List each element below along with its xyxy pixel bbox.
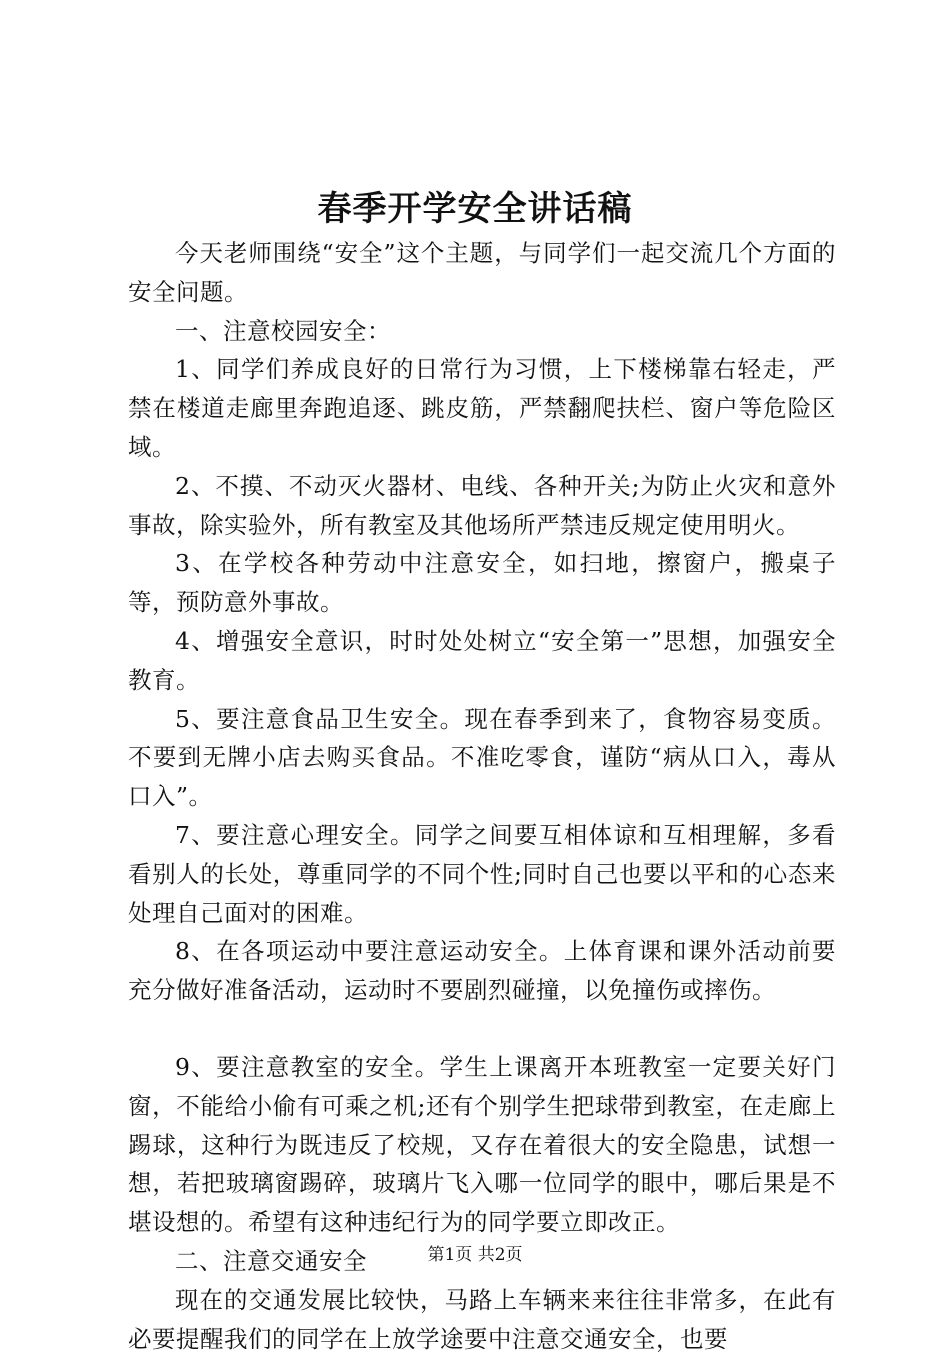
paragraph-item-3: 3、在学校各种劳动中注意安全，如扫地，擦窗户，搬桌子等，预防意外事故。 <box>128 549 836 617</box>
paragraph-item-9: 9、要注意教室的安全。学生上课离开本班教室一定要关好门窗，不能给小偷有可乘之机;还有个别学生把球带到教室，在走廊上踢球，这种行为既违反了校规，又存在着很大的安全隐患，试想一想，若把玻璃窗踢碎，玻璃片飞入哪一位同学的眼中，哪后果是不堪设想的。希望有这种违纪行为的同学要立即改正。 <box>128 1052 836 1237</box>
paragraph-item-8: 8、在各项运动中要注意运动安全。上体育课和课外活动前要充分做好准备活动，运动时不要剧烈碰撞，以免撞伤或摔伤。 <box>128 937 836 1005</box>
section-heading-traffic-safety: 二、注意交通安全 <box>175 1246 367 1275</box>
paragraph-item-7: 7、要注意心理安全。同学之间要互相体谅和互相理解，多看看别人的长处，尊重同学的不同个性;同时自己也要以平和的心态来处理自己面对的困难。 <box>128 820 836 927</box>
paragraph-item-4: 4、增强安全意识，时时处处树立“安全第一”思想，加强安全教育。 <box>128 626 836 694</box>
paragraph-intro: 今天老师围绕“安全”这个主题，与同学们一起交流几个方面的安全问题。 <box>128 239 836 306</box>
section-heading-campus-safety: 一、注意校园安全： <box>175 316 391 345</box>
document-title: 春季开学安全讲话稿 <box>317 189 633 229</box>
paragraph-item-1: 1、同学们养成良好的日常行为习惯，上下楼梯靠右轻走，严禁在楼道走廊里奔跑追逐、跳皮筋，严禁翻爬扶栏、窗户等危险区域。 <box>128 355 836 461</box>
paragraph-traffic: 现在的交通发展比较快，马路上车辆来来往往非常多，在此有必要提醒我们的同学在上放学途要中注意交通安全，也要 <box>128 1285 836 1353</box>
paragraph-item-2: 2、不摸、不动灭火器材、电线、各种开关;为防止火灾和意外事故，除实验外，所有教室及其他场所严禁违反规定使用明火。 <box>128 471 836 539</box>
document-body <box>128 234 836 1358</box>
page-number-footer: 第1页 共2页 <box>427 1245 523 1265</box>
paragraph-item-5: 5、要注意食品卫生安全。现在春季到来了，食物容易变质。不要到无牌小店去购买食品。不准吃零食，谨防“病从口入，毒从口入”。 <box>128 704 836 811</box>
